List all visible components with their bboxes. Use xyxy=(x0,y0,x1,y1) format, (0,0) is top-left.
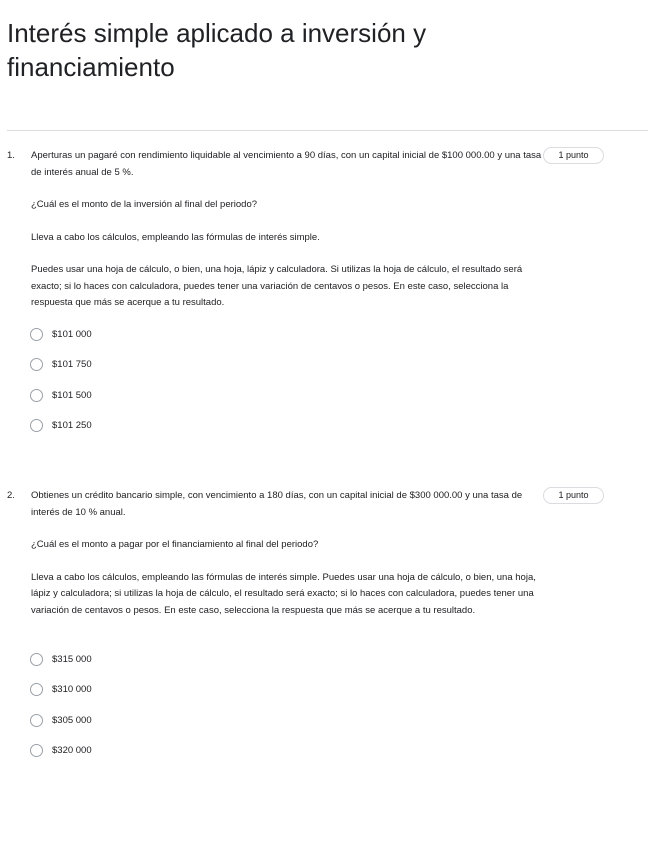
question-statement: Aperturas un pagaré con rendimiento liquidable al vencimiento a 90 días, con un capital inicial de $100 000.00 y una tasa de interés anual de 5 %. xyxy=(31,150,542,178)
question-instruction: Lleva a cabo los cálculos, empleando las fórmulas de interés simple. Puedes usar una hoja de cálculo, o bien, una hoja, lápiz y calculadora; si utilizas la hoja de cálculo, el resultado será exacto; si lo haces con calculadora, puedes tener una variación de centavos o pesos. En este caso, selecciona la respuesta que más se acerque a tu resultado. xyxy=(31,571,536,616)
radio-button[interactable] xyxy=(30,328,43,341)
answer-option-label: $101 250 xyxy=(52,420,92,432)
question-text xyxy=(31,488,543,619)
answer-option[interactable] xyxy=(29,380,329,411)
question-number: 1. xyxy=(7,150,15,161)
answer-option[interactable] xyxy=(29,319,329,350)
answer-option[interactable] xyxy=(29,705,329,736)
radio-button[interactable] xyxy=(30,653,43,666)
answer-option[interactable] xyxy=(29,644,329,675)
radio-button[interactable] xyxy=(30,419,43,432)
answer-option-label: $320 000 xyxy=(52,745,92,757)
question-prompt: ¿Cuál es el monto de la inversión al final del periodo? xyxy=(31,199,258,210)
answer-options xyxy=(29,644,329,766)
points-badge: 1 punto xyxy=(543,487,604,504)
answer-option-label: $305 000 xyxy=(52,714,92,726)
answer-option-label: $101 500 xyxy=(52,389,92,401)
question-number: 2. xyxy=(7,490,15,501)
section-divider xyxy=(7,130,648,131)
answer-option-label: $101 000 xyxy=(52,328,92,340)
points-badge: 1 punto xyxy=(543,147,604,164)
radio-button[interactable] xyxy=(30,389,43,402)
radio-button[interactable] xyxy=(30,744,43,757)
question-note: Puedes usar una hoja de cálculo, o bien, una hoja, lápiz y calculadora. Si utilizas la hoja de cálculo, el resultado será exacto; si lo haces con calculadora, puedes tener una variación de centavos o pesos. En este caso, selecciona la respuesta que más se acerque a tu resultado. xyxy=(31,264,523,308)
answer-option[interactable] xyxy=(29,736,329,767)
answer-option[interactable] xyxy=(29,675,329,706)
answer-options xyxy=(29,319,329,441)
radio-button[interactable] xyxy=(30,683,43,696)
question-statement: Obtienes un crédito bancario simple, con vencimiento a 180 días, con un capital inicial de $300 000.00 y una tasa de interés de 10 % anual. xyxy=(31,490,523,518)
question-instruction: Lleva a cabo los cálculos, empleando las fórmulas de interés simple. xyxy=(31,231,320,243)
question-text xyxy=(31,148,543,312)
radio-button[interactable] xyxy=(30,714,43,727)
question-prompt: ¿Cuál es el monto a pagar por el financiamiento al final del periodo? xyxy=(31,539,319,550)
radio-button[interactable] xyxy=(30,358,43,371)
page-title: Interés simple aplicado a inversión y financiamiento xyxy=(7,18,427,82)
answer-option[interactable] xyxy=(29,350,329,381)
answer-option[interactable] xyxy=(29,411,329,442)
answer-option-label: $310 000 xyxy=(52,684,92,696)
answer-option-label: $101 750 xyxy=(52,359,92,371)
answer-option-label: $315 000 xyxy=(52,653,92,665)
